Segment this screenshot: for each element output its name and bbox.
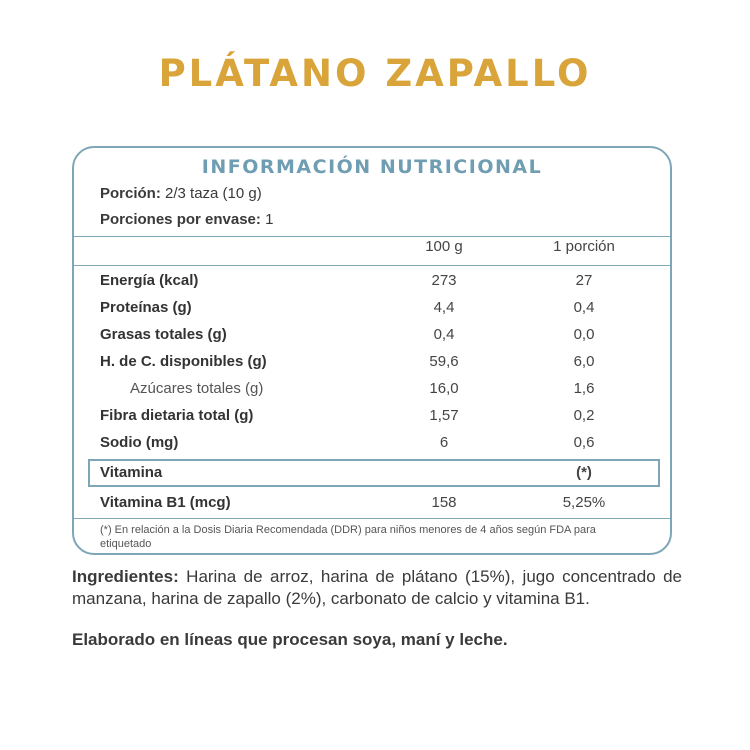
panel-heading: INFORMACIÓN NUTRICIONAL [201, 156, 543, 178]
ingredients-text [72, 566, 682, 610]
row-value-100g: 16,0 [429, 380, 459, 397]
ingredients-body: Harina de arroz, harina de plátano (15%), jugo concentrado de manzana, harina de zapallo (2%), carbonato de calcio y vitamina B1. [72, 567, 682, 608]
ingredients-label: Ingredientes: [72, 567, 179, 586]
table-row [74, 294, 670, 321]
product-title: PLÁTANO ZAPALLO [158, 52, 592, 95]
vitamin-label: Vitamina [100, 464, 163, 481]
table-row [74, 375, 670, 402]
servings-line [100, 211, 273, 228]
table-row [74, 348, 670, 375]
portion-label: Porción: [100, 185, 161, 202]
col-portion: 1 porción [553, 238, 615, 255]
row-value-100g: 0,4 [433, 326, 455, 343]
row-label: Grasas totales (g) [100, 326, 227, 343]
row-value-portion: 0,0 [573, 326, 595, 343]
table-row [74, 267, 670, 294]
row-label: Vitamina B1 (mcg) [100, 494, 231, 511]
row-value-100g: 6 [439, 434, 449, 451]
table-row-b1 [74, 489, 670, 516]
portion-value: 2/3 taza (10 g) [165, 185, 262, 202]
table-row [74, 429, 670, 456]
footnote: (*) En relación a la Dosis Diaria Recomendada (DDR) para niños menores de 4 años según FDA para etiquetado [100, 524, 596, 550]
column-header-row [74, 233, 670, 260]
row-label: Energía (kcal) [100, 272, 199, 289]
nutrition-panel [72, 146, 672, 555]
vitamin-row [74, 459, 670, 486]
row-value-portion: 6,0 [573, 353, 595, 370]
allergen-note: Elaborado en líneas que procesan soya, maní y leche. [72, 630, 508, 649]
table-row [74, 402, 670, 429]
portion-line [100, 185, 262, 202]
row-value-100g: 4,4 [433, 299, 455, 316]
table-row [74, 321, 670, 348]
row-value-100g: 59,6 [429, 353, 459, 370]
row-label: H. de C. disponibles (g) [100, 353, 267, 370]
row-label: Sodio (mg) [100, 434, 179, 451]
servings-value: 1 [265, 211, 274, 228]
row-value-100g: 158 [431, 494, 457, 511]
row-value-100g: 1,57 [429, 407, 459, 424]
row-value-portion: 0,2 [573, 407, 595, 424]
row-value-portion: 5,25% [562, 494, 606, 511]
row-value-portion: 0,4 [573, 299, 595, 316]
divider [74, 265, 670, 266]
vitamin-note: (*) [576, 464, 592, 481]
divider [74, 518, 670, 519]
row-label: Azúcares totales (g) [130, 380, 264, 397]
row-label: Fibra dietaria total (g) [100, 407, 254, 424]
row-label: Proteínas (g) [100, 299, 192, 316]
servings-label: Porciones por envase: [100, 211, 261, 228]
row-value-portion: 0,6 [573, 434, 595, 451]
row-value-portion: 27 [575, 272, 593, 289]
row-value-portion: 1,6 [573, 380, 595, 397]
row-value-100g: 273 [431, 272, 457, 289]
col-100g: 100 g [425, 238, 463, 255]
